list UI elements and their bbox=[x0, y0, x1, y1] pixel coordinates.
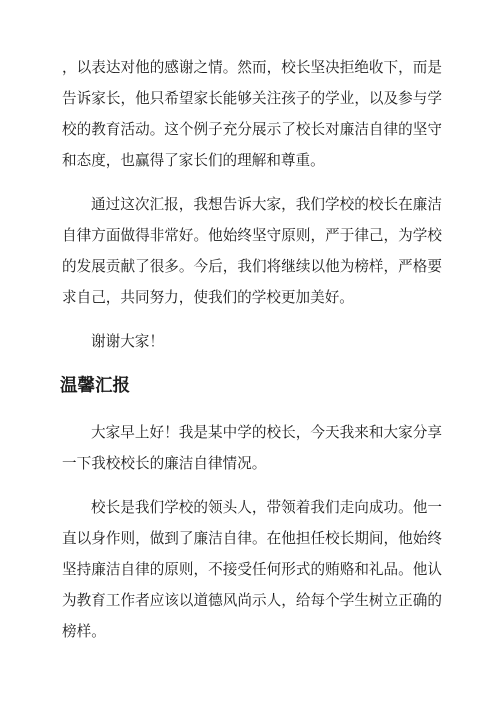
paragraph-principal-role: 校长是我们学校的领头人，带领着我们走向成功。他一直以身作则，做到了廉洁自律。在他担任校长期间，他始终坚持廉洁自律的原则，不接受任何形式的贿赂和礼品。他认为教育工作者应该以道德风尚示人，给每个学生树立正确的榜样。 bbox=[62, 499, 442, 640]
section-heading: 温馨汇报 bbox=[60, 376, 130, 396]
paragraph-greeting: 大家早上好！我是某中学的校长，今天我来和大家分享一下我校校长的廉洁自律情况。 bbox=[62, 424, 442, 472]
paragraph-summary: 通过这次汇报，我想告诉大家，我们学校的校长在廉洁自律方面做得非常好。他始终坚守原则，严于律己，为学校的发展贡献了很多。今后，我们将继续以他为榜样，严格要求自己，共同努力，使我们的学校更加美好。 bbox=[62, 196, 442, 306]
paragraph-closing-anecdote: ，以表达对他的感谢之情。然而，校长坚决拒绝收下，而是告诉家长，他只希望家长能够关注孩子的学业，以及参与学校的教育活动。这个例子充分展示了校长对廉洁自律的坚守和态度，也赢得了家长们的理解和尊重。 bbox=[62, 59, 442, 169]
paragraph-thanks: 谢谢大家！ bbox=[91, 333, 164, 350]
document-page bbox=[62, 52, 442, 647]
